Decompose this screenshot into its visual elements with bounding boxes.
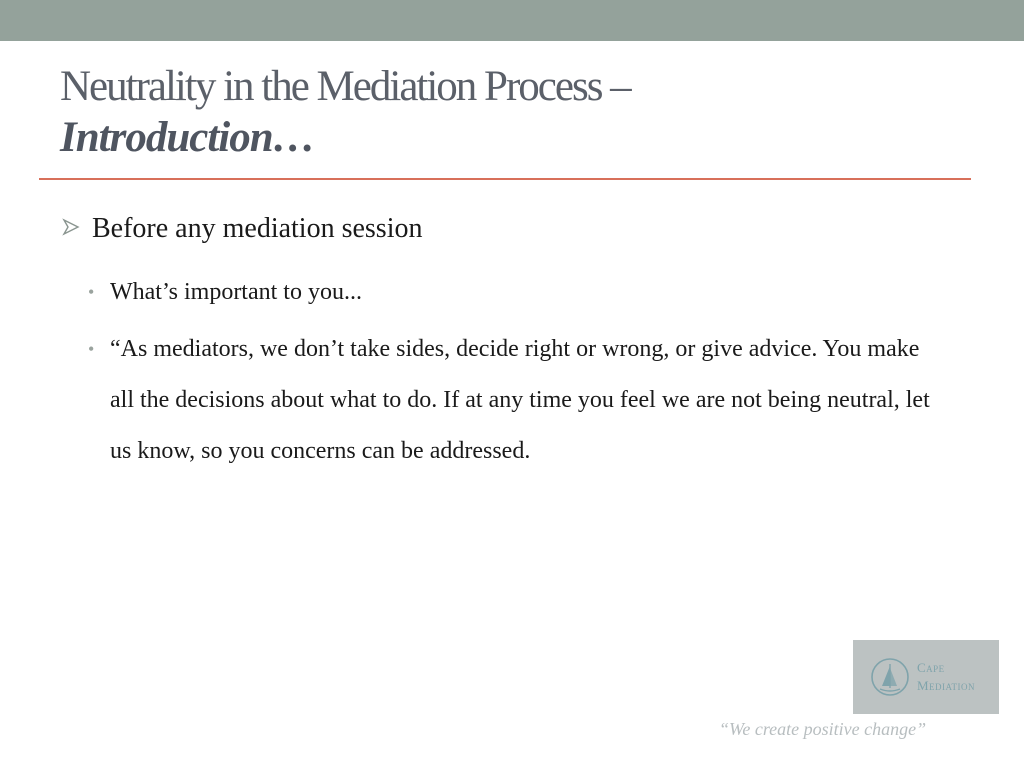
- sub-bullet-text: “As mediators, we don’t take sides, decide right or wrong, or give advice. You make all the decisions about what to do. If at any time you feel we are not being neutral, let us know, so you concerns can be addressed.: [110, 336, 930, 464]
- logo-line-2: Mediation: [917, 678, 976, 693]
- title-divider: [39, 178, 971, 180]
- bullet-dot-icon: •: [88, 339, 95, 359]
- title-subtitle: Introduction…: [60, 114, 315, 161]
- top-banner: [0, 0, 1024, 41]
- arrow-bullet-icon: [62, 218, 80, 236]
- logo-wordmark: [917, 659, 975, 695]
- title-main: Neutrality in the Mediation Process –: [60, 63, 630, 110]
- sub-bullet: [88, 324, 948, 477]
- sub-bullet-text: What’s important to you...: [110, 279, 362, 305]
- company-logo: [853, 640, 999, 714]
- logo-line-1: Cape: [917, 660, 945, 675]
- tagline: “We create positive change”: [719, 719, 927, 739]
- main-bullet-text: Before any mediation session: [92, 213, 423, 244]
- sub-bullet: [88, 267, 948, 318]
- bullet-dot-icon: •: [88, 282, 95, 302]
- sailboat-logo-icon: [870, 657, 910, 697]
- slide-title: [60, 62, 960, 164]
